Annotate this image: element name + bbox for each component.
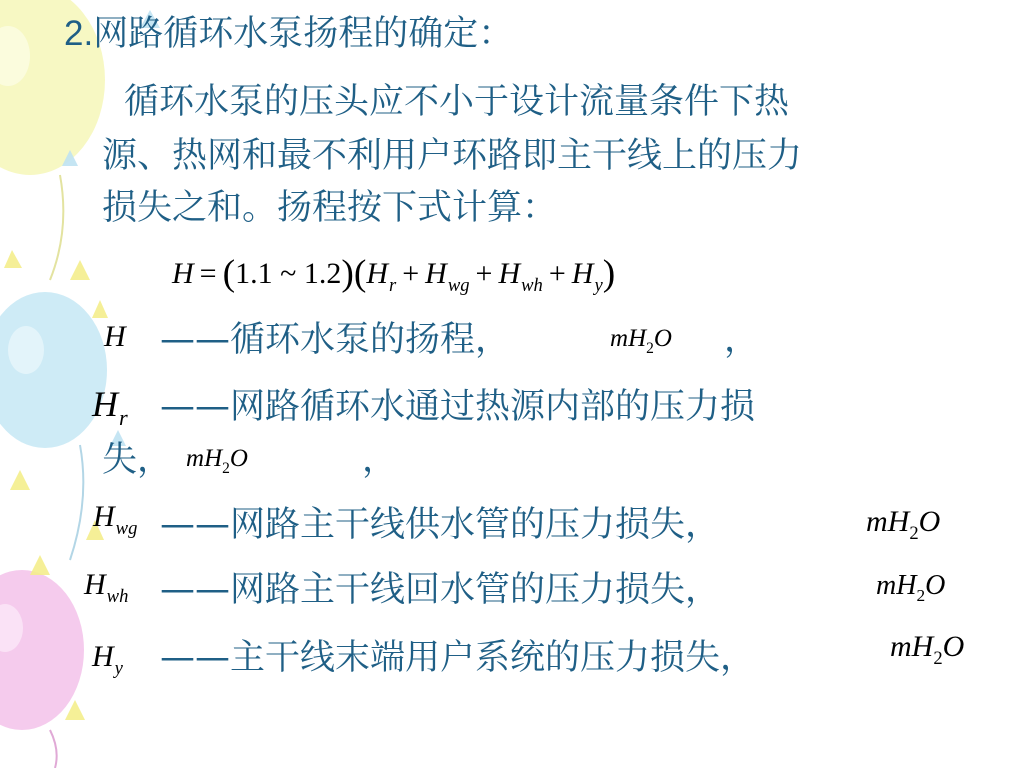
def-dash: ——: [160, 320, 230, 360]
plus-sign: +: [475, 257, 493, 290]
def-line-hr-cont: 失，: [102, 440, 173, 480]
def-line-hr: [160, 385, 755, 429]
def-symbol-hr: $H_r$: [92, 384, 128, 431]
def-text: 网路主干线回水管的压力损失，: [230, 570, 721, 610]
term-hwg: $H_{wg}$: [425, 257, 470, 296]
heading-text: 网路循环水泵扬程的确定：: [93, 14, 514, 54]
def-symbol-hwh: $H_{wh}$: [84, 568, 129, 607]
term-hwh: $H_{wh}$: [498, 257, 543, 296]
def-dash: ——: [160, 505, 230, 545]
def-symbol-hy: $H_y$: [92, 640, 123, 679]
pink-balloon: [0, 570, 84, 730]
formula-lhs: H: [172, 257, 194, 290]
unit-mh2o: $mH_2O$: [186, 445, 248, 477]
def-line-h: [160, 318, 510, 362]
unit-mh2o: $mH_2O$: [876, 570, 946, 606]
paragraph-line-1: 循环水泵的压头应不小于设计流量条件下热: [124, 82, 790, 122]
group-open-paren: (: [353, 252, 367, 294]
def-dash: ——: [160, 387, 230, 427]
blue-balloon: [0, 292, 107, 448]
def-symbol-hwg: $H_{wg}$: [93, 500, 138, 539]
paragraph-line-3: 损失之和。扬程按下式计算：: [102, 188, 558, 228]
unit-mh2o: $mH_2O$: [610, 325, 672, 357]
def-trailing-comma: ，: [724, 320, 760, 360]
coef-close-paren: ): [341, 252, 354, 294]
coef-open-paren: (: [222, 252, 236, 294]
group-close-paren: ): [602, 252, 616, 294]
term-hr: $H_r$: [366, 257, 397, 296]
def-dash: ——: [160, 638, 230, 678]
def-dash: ——: [160, 570, 230, 610]
heading-number: 2.: [64, 14, 94, 53]
head-formula: [172, 250, 616, 296]
def-text: 循环水泵的扬程，: [230, 320, 511, 360]
formula-coefficient: 1.1 ~ 1.2: [235, 257, 342, 290]
paragraph-line-2: 源、热网和最不利用户环路即主干线上的压力: [102, 136, 803, 176]
def-line-hy: [160, 636, 755, 680]
def-line-hwg: [160, 503, 720, 547]
formula-equals: =: [199, 257, 217, 290]
unit-mh2o: $mH_2O$: [890, 630, 965, 669]
def-text: 网路主干线供水管的压力损失，: [230, 505, 721, 545]
plus-sign: +: [548, 257, 566, 290]
unit-mh2o: $mH_2O$: [866, 505, 941, 544]
plus-sign: +: [402, 257, 420, 290]
slide-heading: [64, 12, 513, 56]
def-trailing-comma: ，: [362, 440, 398, 480]
def-text: 网路循环水通过热源内部的压力损: [230, 387, 756, 427]
def-text: 主干线末端用户系统的压力损失，: [230, 638, 756, 678]
def-line-hwh: [160, 568, 720, 612]
def-symbol-h: H: [104, 320, 126, 353]
term-hy: $H_y$: [571, 257, 603, 296]
